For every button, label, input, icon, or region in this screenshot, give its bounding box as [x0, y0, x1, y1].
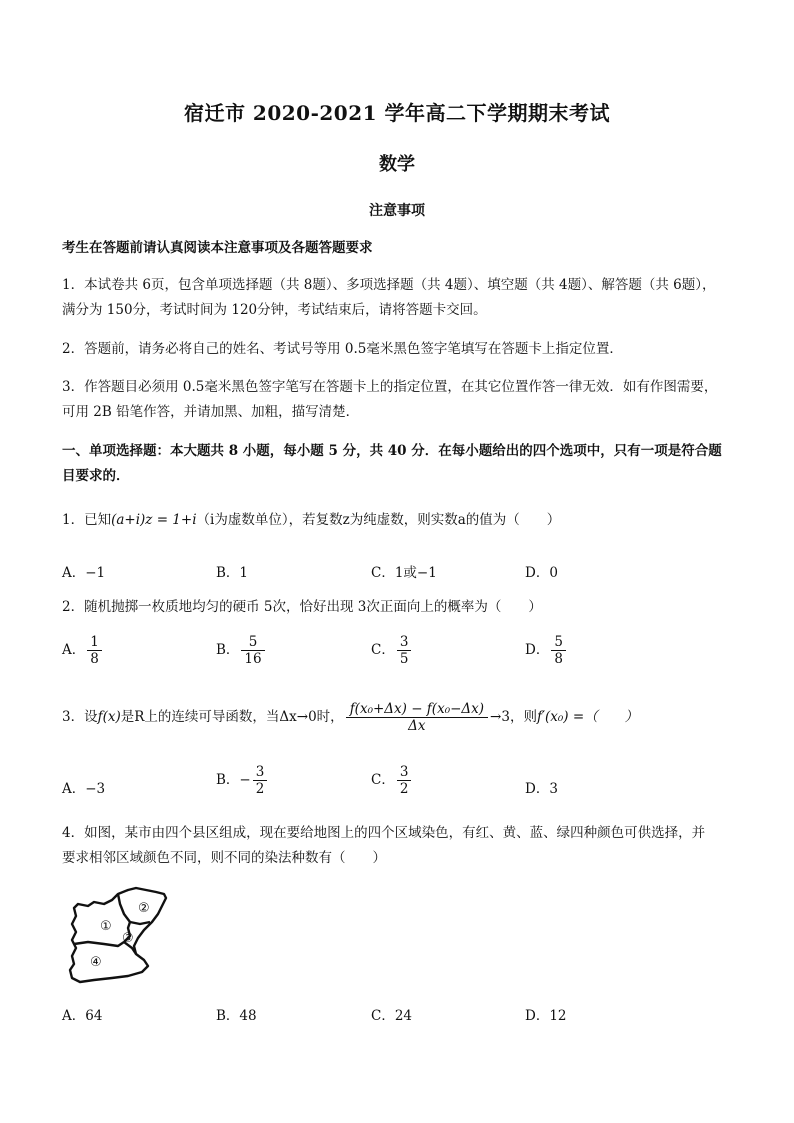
q3-limit-value: →3，则: [490, 709, 537, 725]
q2-option-c-label: C．: [371, 642, 395, 658]
q2-b-denominator: 16: [244, 651, 262, 667]
q2-option-c-fraction: [397, 634, 412, 667]
q2-option-a: [62, 634, 104, 667]
q3-option-b: [216, 764, 269, 797]
q3-option-c-label: C．: [371, 772, 395, 788]
q3-option-c: [371, 764, 413, 797]
q2-d-denominator: 8: [554, 651, 563, 667]
notice-title: 注意事项: [369, 203, 425, 219]
q2-option-d-fraction: [551, 634, 566, 667]
q4-option-b: B．48: [216, 1008, 257, 1024]
instruction-1-line-2: 满分为 150分，考试时间为 120分钟，考试结束后，请将答题卡交回。: [62, 302, 487, 318]
q3-option-b-fraction: [253, 764, 268, 797]
section-1-header-line-2: 目要求的．: [62, 468, 130, 484]
q3-fraction-denominator: Δx: [408, 718, 426, 734]
map-border-2-3: [130, 922, 150, 924]
instruction-2: 2．答题前，请务必将自己的姓名、考试号等用 0.5毫米黑色签字笔填写在答题卡上指定位置．: [62, 341, 623, 357]
map-border-1-4: [74, 942, 124, 946]
q2-b-numerator: 5: [241, 634, 264, 651]
q3-b-numerator: 3: [253, 764, 268, 781]
q2-option-b: [216, 634, 267, 667]
region-3-label: ③: [122, 931, 134, 946]
q3-option-b-label: B．−: [216, 772, 251, 788]
q4-option-c: C．24: [371, 1008, 413, 1024]
q3-prefix: 3．设: [62, 709, 98, 725]
instruction-3-line-2: 可用 2B 铅笔作答，并请加黑、加粗，描写清楚．: [62, 404, 360, 420]
map-outer-boundary: [70, 888, 166, 982]
q3-option-d: D．3: [525, 781, 558, 797]
q4-option-a: A．64: [62, 1008, 103, 1024]
q3-question: f′(x₀) =（ ）: [536, 709, 639, 725]
q3-limit-fraction: [346, 701, 488, 734]
question-2-stem: 2．随机抛掷一枚质地均匀的硬币 5次，恰好出现 3次正面向上的概率为（ ）: [62, 599, 542, 615]
q2-option-b-label: B．: [216, 642, 240, 658]
q2-option-b-fraction: [241, 634, 264, 667]
q3-c-denominator: 2: [399, 781, 409, 797]
q2-c-numerator: 3: [397, 634, 412, 651]
q1-option-d: D．0: [525, 565, 558, 581]
region-1-label: ①: [100, 919, 112, 934]
q2-option-d: [525, 634, 568, 667]
q4-option-d: D．12: [525, 1008, 567, 1024]
q3-c-numerator: 3: [397, 764, 412, 781]
q2-c-denominator: 5: [399, 651, 409, 667]
exam-title: 宿迁市 2020-2021 学年高二下学期期末考试: [183, 101, 611, 125]
instruction-3-line-1: 3．作答题目必须用 0.5毫米黑色签字笔写在答题卡上的指定位置，在其它位置作答一律无效．如有作图需要，: [62, 379, 718, 395]
question-1-stem: [62, 508, 742, 533]
q3-fraction-numerator: f(x₀+Δx) − f(x₀−Δx): [346, 701, 488, 718]
q3-condition: 是R上的连续可导函数，当Δx→0时，: [120, 709, 344, 725]
q3-option-c-fraction: [397, 764, 412, 797]
q2-option-c: [371, 634, 413, 667]
q1-formula: (a+i)z = 1+i: [111, 512, 197, 528]
q1-note: （i为虚数单位），若复数z为纯虚数，则实数a的值为（ ）: [196, 512, 561, 528]
q2-option-d-label: D．: [525, 642, 550, 658]
q2-a-denominator: 8: [90, 651, 99, 667]
q1-prefix: 1．已知: [62, 512, 112, 528]
instructions-lead: 考生在答题前请认真阅读本注意事项及各题答题要求: [62, 240, 373, 256]
q2-d-numerator: 5: [551, 634, 566, 651]
q2-option-a-label: A．: [62, 642, 86, 658]
q3-function: f(x): [97, 709, 121, 725]
q3-option-a: A．−3: [62, 781, 106, 797]
region-4-label: ④: [90, 955, 102, 970]
instruction-1-line-1: 1．本试卷共 6页，包含单项选择题（共 8题）、多项选择题（共 4题）、填空题（共 4题）、解答题（共 6题），: [62, 277, 716, 293]
q1-option-b: B．1: [216, 565, 249, 581]
county-map-figure: [64, 884, 174, 984]
q1-option-c: C．1或−1: [371, 565, 437, 581]
q2-a-numerator: 1: [87, 634, 102, 651]
question-4-line-2: 要求相邻区域颜色不同，则不同的染法种数有（ ）: [62, 850, 386, 866]
map-border-1-2: [118, 894, 130, 922]
question-4-line-1: 4．如图，某市由四个县区组成，现在要给地图上的四个区域染色，有红、黄、蓝、绿四种颜色可供选择，并: [62, 825, 706, 841]
q3-b-denominator: 2: [255, 781, 265, 797]
subject-title: 数学: [379, 154, 415, 175]
q2-option-a-fraction: [87, 634, 102, 667]
q1-option-a: A．−1: [62, 565, 106, 581]
region-2-label: ②: [138, 901, 150, 916]
section-1-header-line-1: 一、单项选择题：本大题共 8 小题，每小题 5 分，共 40 分．在每小题给出的四个选项中，只有一项是符合题: [62, 443, 722, 459]
question-3-stem: [62, 699, 742, 735]
